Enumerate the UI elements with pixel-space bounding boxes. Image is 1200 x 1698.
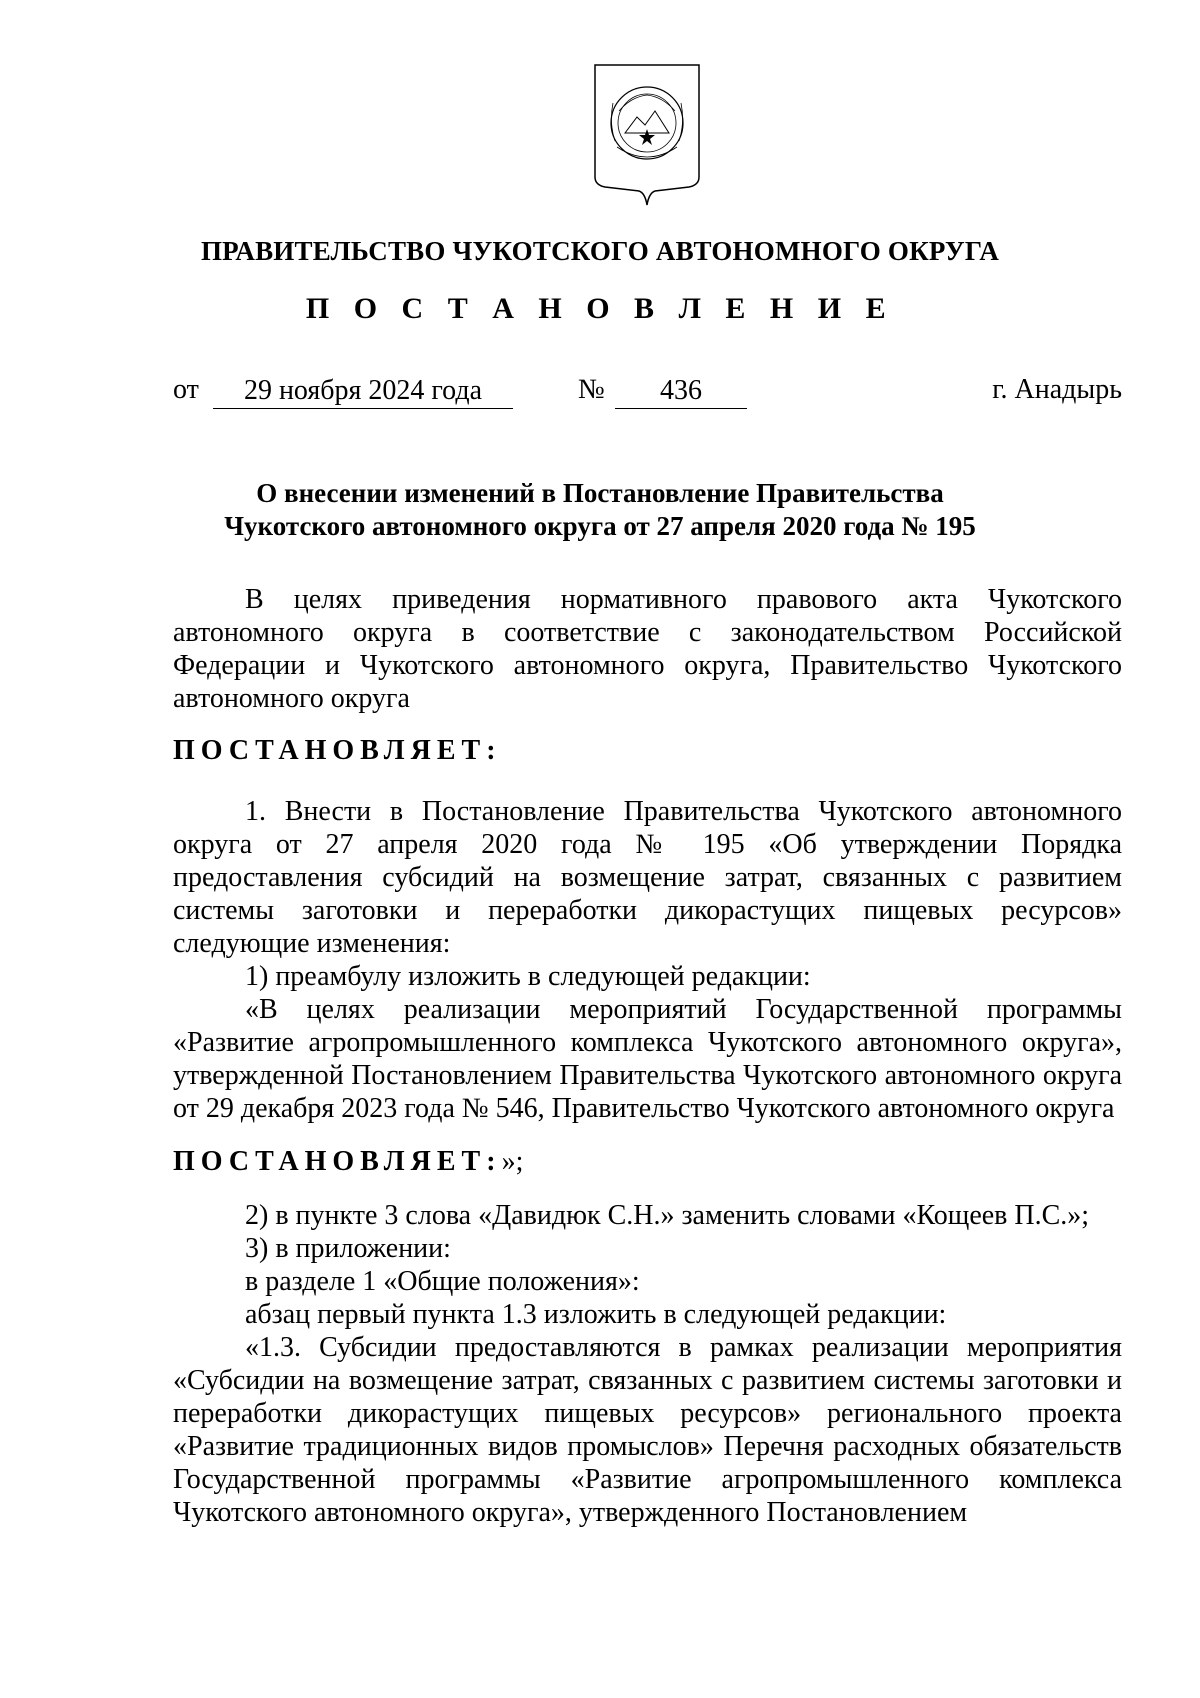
document-city: г. Анадырь: [992, 374, 1122, 405]
decree-heading: ПОСТАНОВЛЯЕТ:: [173, 735, 502, 766]
document-number: 436: [615, 374, 747, 409]
paragraph-intro: абзац первый пункта 1.3 изложить в следующей редакции:: [245, 1299, 947, 1330]
number-label: №: [578, 374, 605, 405]
subject-line: Чукотского автономного округа от 27 апреля 2020 года № 195: [224, 511, 976, 541]
coat-of-arms-icon: [591, 63, 703, 209]
document-type-title: П О С Т А Н О В Л Е Н И Е: [305, 292, 895, 325]
decree-tail: »;: [501, 1146, 524, 1177]
quoted-paragraph: «В целях реализации мероприятий Государственной программы «Развитие агропромышленного комплекса Чукотского автономного округа», утвержденной Постановлением Правительства Чукотского автономного округа от 29 декабря 2023 года № 546, Правительство Чукотского автономного округа: [173, 994, 1122, 1124]
document-meta-row: [173, 374, 1122, 412]
decree-word: ПОСТАНОВЛЯЕТ:: [173, 1146, 502, 1177]
decree-heading-quoted: [173, 1145, 1122, 1178]
sub-item: 1) преамбулу изложить в следующей редакции:: [245, 961, 811, 992]
document-date: 29 ноября 2024 года: [213, 374, 513, 409]
date-prefix: от: [173, 374, 199, 405]
preamble-paragraph: В целях приведения нормативного правового акта Чукотского автономного округа в соответствие с законодательством Российской Федерации и Чукотского автономного округа, Правительство Чукотского автономного округа: [173, 584, 1122, 714]
item-paragraph: 1. Внести в Постановление Правительства Чукотского автономного округа от 27 апреля 2020 года № 195 «Об утверждении Порядка предоставления субсидий на возмещение затрат, связанных с развитием системы заготовки и переработки дикорастущих пищевых ресурсов» следующие изменения:: [173, 796, 1122, 959]
sub-item: 2) в пункте 3 слова «Давидюк С.Н.» заменить словами «Кощеев П.С.»;: [245, 1200, 1090, 1231]
quoted-paragraph: «1.3. Субсидии предоставляются в рамках реализации мероприятия «Субсидии на возмещение затрат, связанных с развитием системы заготовки и переработки дикорастущих пищевых ресурсов» регионального проекта «Развитие традиционных видов промыслов» Перечня расходных обязательств Государственной программы «Развитие агропромышленного комплекса Чукотского автономного округа», утвержденного Постановлением: [173, 1332, 1122, 1528]
preamble-block: [173, 583, 1122, 715]
sub-item: 3) в приложении:: [245, 1233, 451, 1264]
document-subject: [0, 477, 1200, 543]
decree-items-block: [173, 795, 1122, 1125]
subject-line: О внесении изменений в Постановление Правительства: [256, 478, 944, 508]
section-reference: в разделе 1 «Общие положения»:: [245, 1266, 640, 1297]
amendments-block: [173, 1199, 1122, 1529]
organization-title: ПРАВИТЕЛЬСТВО ЧУКОТСКОГО АВТОНОМНОГО ОКРУГА: [200, 236, 1000, 266]
